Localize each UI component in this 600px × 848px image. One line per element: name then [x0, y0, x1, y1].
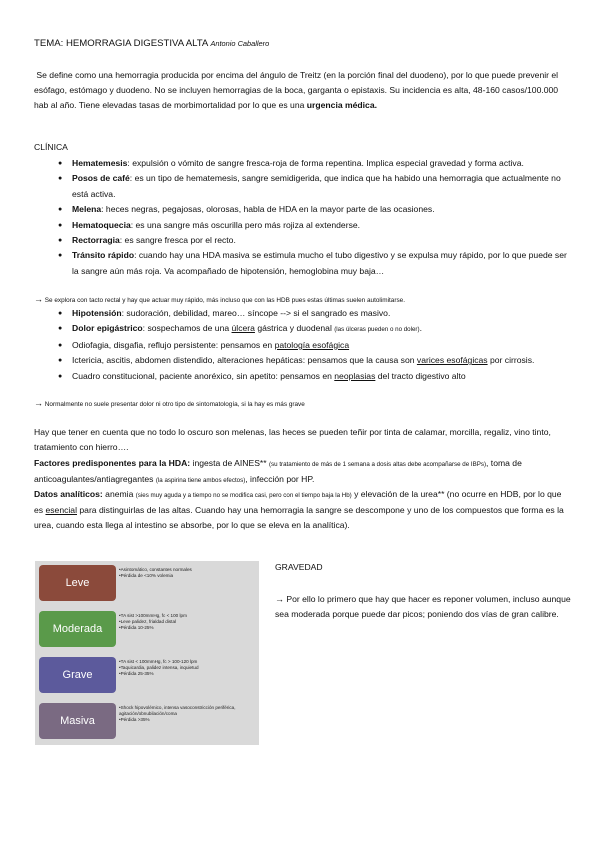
datos-underline: esencial	[45, 505, 77, 516]
severity-row	[35, 653, 259, 697]
severity-bullet: • Pérdida de <10% volemia	[119, 573, 255, 579]
item-term: Dolor epigástrico	[72, 323, 143, 334]
clinica-list	[58, 156, 573, 279]
author-name: Antonio Caballero	[210, 39, 270, 48]
item-term: Melena	[72, 204, 102, 215]
gravedad-text	[275, 592, 575, 622]
factores-text-2: , toma de anticoagulantes/antiagregantes	[34, 458, 522, 485]
list-item	[58, 353, 573, 368]
item-term: Tránsito rápido	[72, 250, 135, 261]
item-text: : sospechamos de una	[142, 323, 232, 334]
arrow-icon: →	[34, 398, 43, 408]
severity-level-moderada: Moderada	[39, 611, 116, 647]
severity-description	[119, 659, 255, 677]
list-item	[58, 202, 573, 217]
gravedad-body: Por ello lo primero que hay que hacer es reponer volumen, incluso aunque sea moderada porque puede dar picos; poniendo dos vías de gran calibre.	[275, 594, 571, 619]
intro-paragraph	[34, 68, 574, 114]
severity-bullet: • TA sist < 100mmHg, fc > 100-120 lpm	[119, 659, 255, 665]
severity-level-masiva: Masiva	[39, 703, 116, 739]
severity-description	[119, 613, 255, 631]
factores-text-3: , infección por HP.	[245, 474, 315, 485]
gravedad-title: GRAVEDAD	[275, 562, 323, 572]
severity-level-grave: Grave	[39, 657, 116, 693]
item-text: Odiofagia, disgafia, reflujo persistente: pensamos en	[72, 339, 275, 350]
item-term: Posos de café	[72, 173, 130, 184]
severity-diagram	[35, 561, 259, 745]
datos-text-1: anemia	[102, 489, 136, 499]
datos-label: Datos analíticos:	[34, 489, 103, 499]
factores-label: Factores predisponentes para la HDA:	[34, 458, 191, 468]
datos-text-3: para distinguirlas de las altas. Cuando hay una hemorragia la sangre se descompone y uno de los compuestos que forma es la urea, cuando esta llega al intestino se absorbe, por lo que se eleva en la analítica).	[34, 505, 564, 531]
list-item	[58, 171, 573, 202]
severity-row	[35, 561, 259, 605]
item-after: por cirrosis.	[487, 355, 535, 366]
severity-bullet: • Shock hipovolémico, intensa vasoconstricción periférica, agitación/obnubilación/coma	[119, 705, 255, 717]
severity-level-leve: Leve	[39, 565, 116, 601]
list-item	[58, 218, 573, 233]
item-text: Ictericia, ascitis, abdomen distendido, alteraciones hepáticas: pensamos que la causa son	[72, 355, 417, 366]
factores-paragraph	[34, 456, 570, 488]
severity-bullet: • TA sist >100mmHg, fc < 100 lpm	[119, 613, 255, 619]
factores-small-1: (su tratamiento de más de 1 semana a dosis altas debe acompañarse de IBPs)	[269, 461, 487, 468]
item-term: Hematoquecia	[72, 219, 131, 230]
title-text: TEMA: HEMORRAGIA DIGESTIVA ALTA	[34, 38, 208, 49]
severity-row	[35, 607, 259, 651]
arrow-icon: →	[275, 594, 284, 604]
datos-paragraph	[34, 487, 570, 534]
item-text: Cuadro constitucional, paciente anoréxico, sin apetito: pensamos en	[72, 370, 335, 381]
list-item	[58, 233, 573, 248]
intro-text: Se define como una hemorragia producida por encima del ángulo de Treitz (en la porción final del duodeno), por lo que puede prevenir el esófago, estómago y duodeno. No se incluyen hemorragias de la boca, garganta o epistaxis. Su incidencia es alta, 48-160 casos/100.000 hab al año. Tiene elevadas tasas de morbimortalidad por lo que es una	[34, 70, 559, 111]
datos-text-2: y elevación de la urea** (no ocurre en HDB, por lo que es	[34, 489, 562, 516]
item-text: : expulsión o vómito de sangre fresca-roja de forma repentina. Implica especial gravedad y forma activa.	[127, 158, 524, 168]
item-underline: úlcera	[231, 323, 255, 334]
item-underline: neoplasias	[334, 370, 376, 381]
factores-text-1: ingesta de AINES**	[190, 458, 269, 468]
item-text: : sudoración, debilidad, mareo… síncope --> si el sangrado es masivo.	[121, 308, 391, 318]
intro-bold: urgencia médica.	[306, 100, 378, 111]
item-underline: patología esofágica	[274, 339, 350, 350]
note-tacto-rectal	[34, 294, 405, 306]
list-item	[58, 248, 573, 279]
melenas-paragraph: Hay que tener en cuenta que no todo lo oscuro son melenas, las heces se pueden teñir por tinta de calamar, morcilla, regaliz, vino tinto, tratamiento con hierro….	[34, 427, 551, 453]
severity-bullet: • Pérdida 10-25%	[119, 625, 255, 631]
severity-bullet: • Pérdida 25-35%	[119, 671, 255, 677]
item-text: : heces negras, pegajosas, olorosas, habla de HDA en la mayor parte de las ocasiones.	[101, 204, 435, 215]
list-item	[58, 338, 573, 353]
document-title	[34, 38, 269, 49]
item-text: : cuando hay una HDA masiva se estimula mucho el tubo digestivo y se expulsa muy rápido, por lo que puede ser la sangre aún más roja. Va acompañado de hipotensión, hemoglobina muy baja…	[72, 250, 567, 276]
list-item	[58, 156, 573, 171]
clinica-heading: CLÍNICA	[34, 142, 68, 152]
datos-small-1: (sies muy aguda y a tiempo no se modifica casi, pero con el tiempo baja la Hb)	[135, 492, 352, 499]
item-small: (las úlceras pueden o no doler)	[334, 326, 420, 334]
severity-description	[119, 705, 255, 723]
severity-bullet: • Pérdida >35%	[119, 717, 255, 723]
clinica-list-2	[58, 306, 573, 384]
severity-description	[119, 567, 255, 579]
item-text: : es un tipo de hematemesis, sangre semidigerida, que indica que ha habido una hemorragia que actualmente no está activa.	[72, 173, 561, 199]
note-dolor-text: Normalmente no suele presentar dolor ni otro tipo de sintomatología, si la hay es más grave	[44, 401, 305, 408]
severity-bullet: • Leve palidez, frialdad distal	[119, 619, 255, 625]
item-underline: varices esofágicas	[416, 355, 488, 366]
item-after: gástrica y duodenal	[254, 323, 335, 334]
item-term: Rectorragia	[72, 235, 120, 246]
item-text: : es una sangre más oscurilla pero más rojiza al extenderse.	[130, 219, 361, 230]
severity-row	[35, 699, 259, 743]
item-after: del tracto digestivo alto	[375, 370, 466, 381]
item-end: .	[419, 323, 422, 334]
severity-bullet: • Taquicardia, palidez intensa, inquietud	[119, 665, 255, 671]
item-term: Hematemesis	[72, 158, 128, 168]
list-item	[58, 321, 573, 337]
item-term: Hipotensión	[72, 308, 122, 318]
severity-bullet: • Asintomático, constantes normales	[119, 567, 255, 573]
factores-small-2: (la aspirina tiene ambos efectos)	[155, 477, 246, 485]
list-item	[58, 306, 573, 321]
arrow-icon: →	[34, 294, 43, 304]
item-text: : es sangre fresca por el recto.	[119, 235, 236, 246]
note-dolor	[34, 398, 305, 410]
note-tacto-text: Se explora con tacto rectal y hay que actuar muy rápido, más incluso que con las HDB pues estas últimas suelen autolimitarse.	[44, 297, 405, 304]
list-item	[58, 369, 573, 384]
